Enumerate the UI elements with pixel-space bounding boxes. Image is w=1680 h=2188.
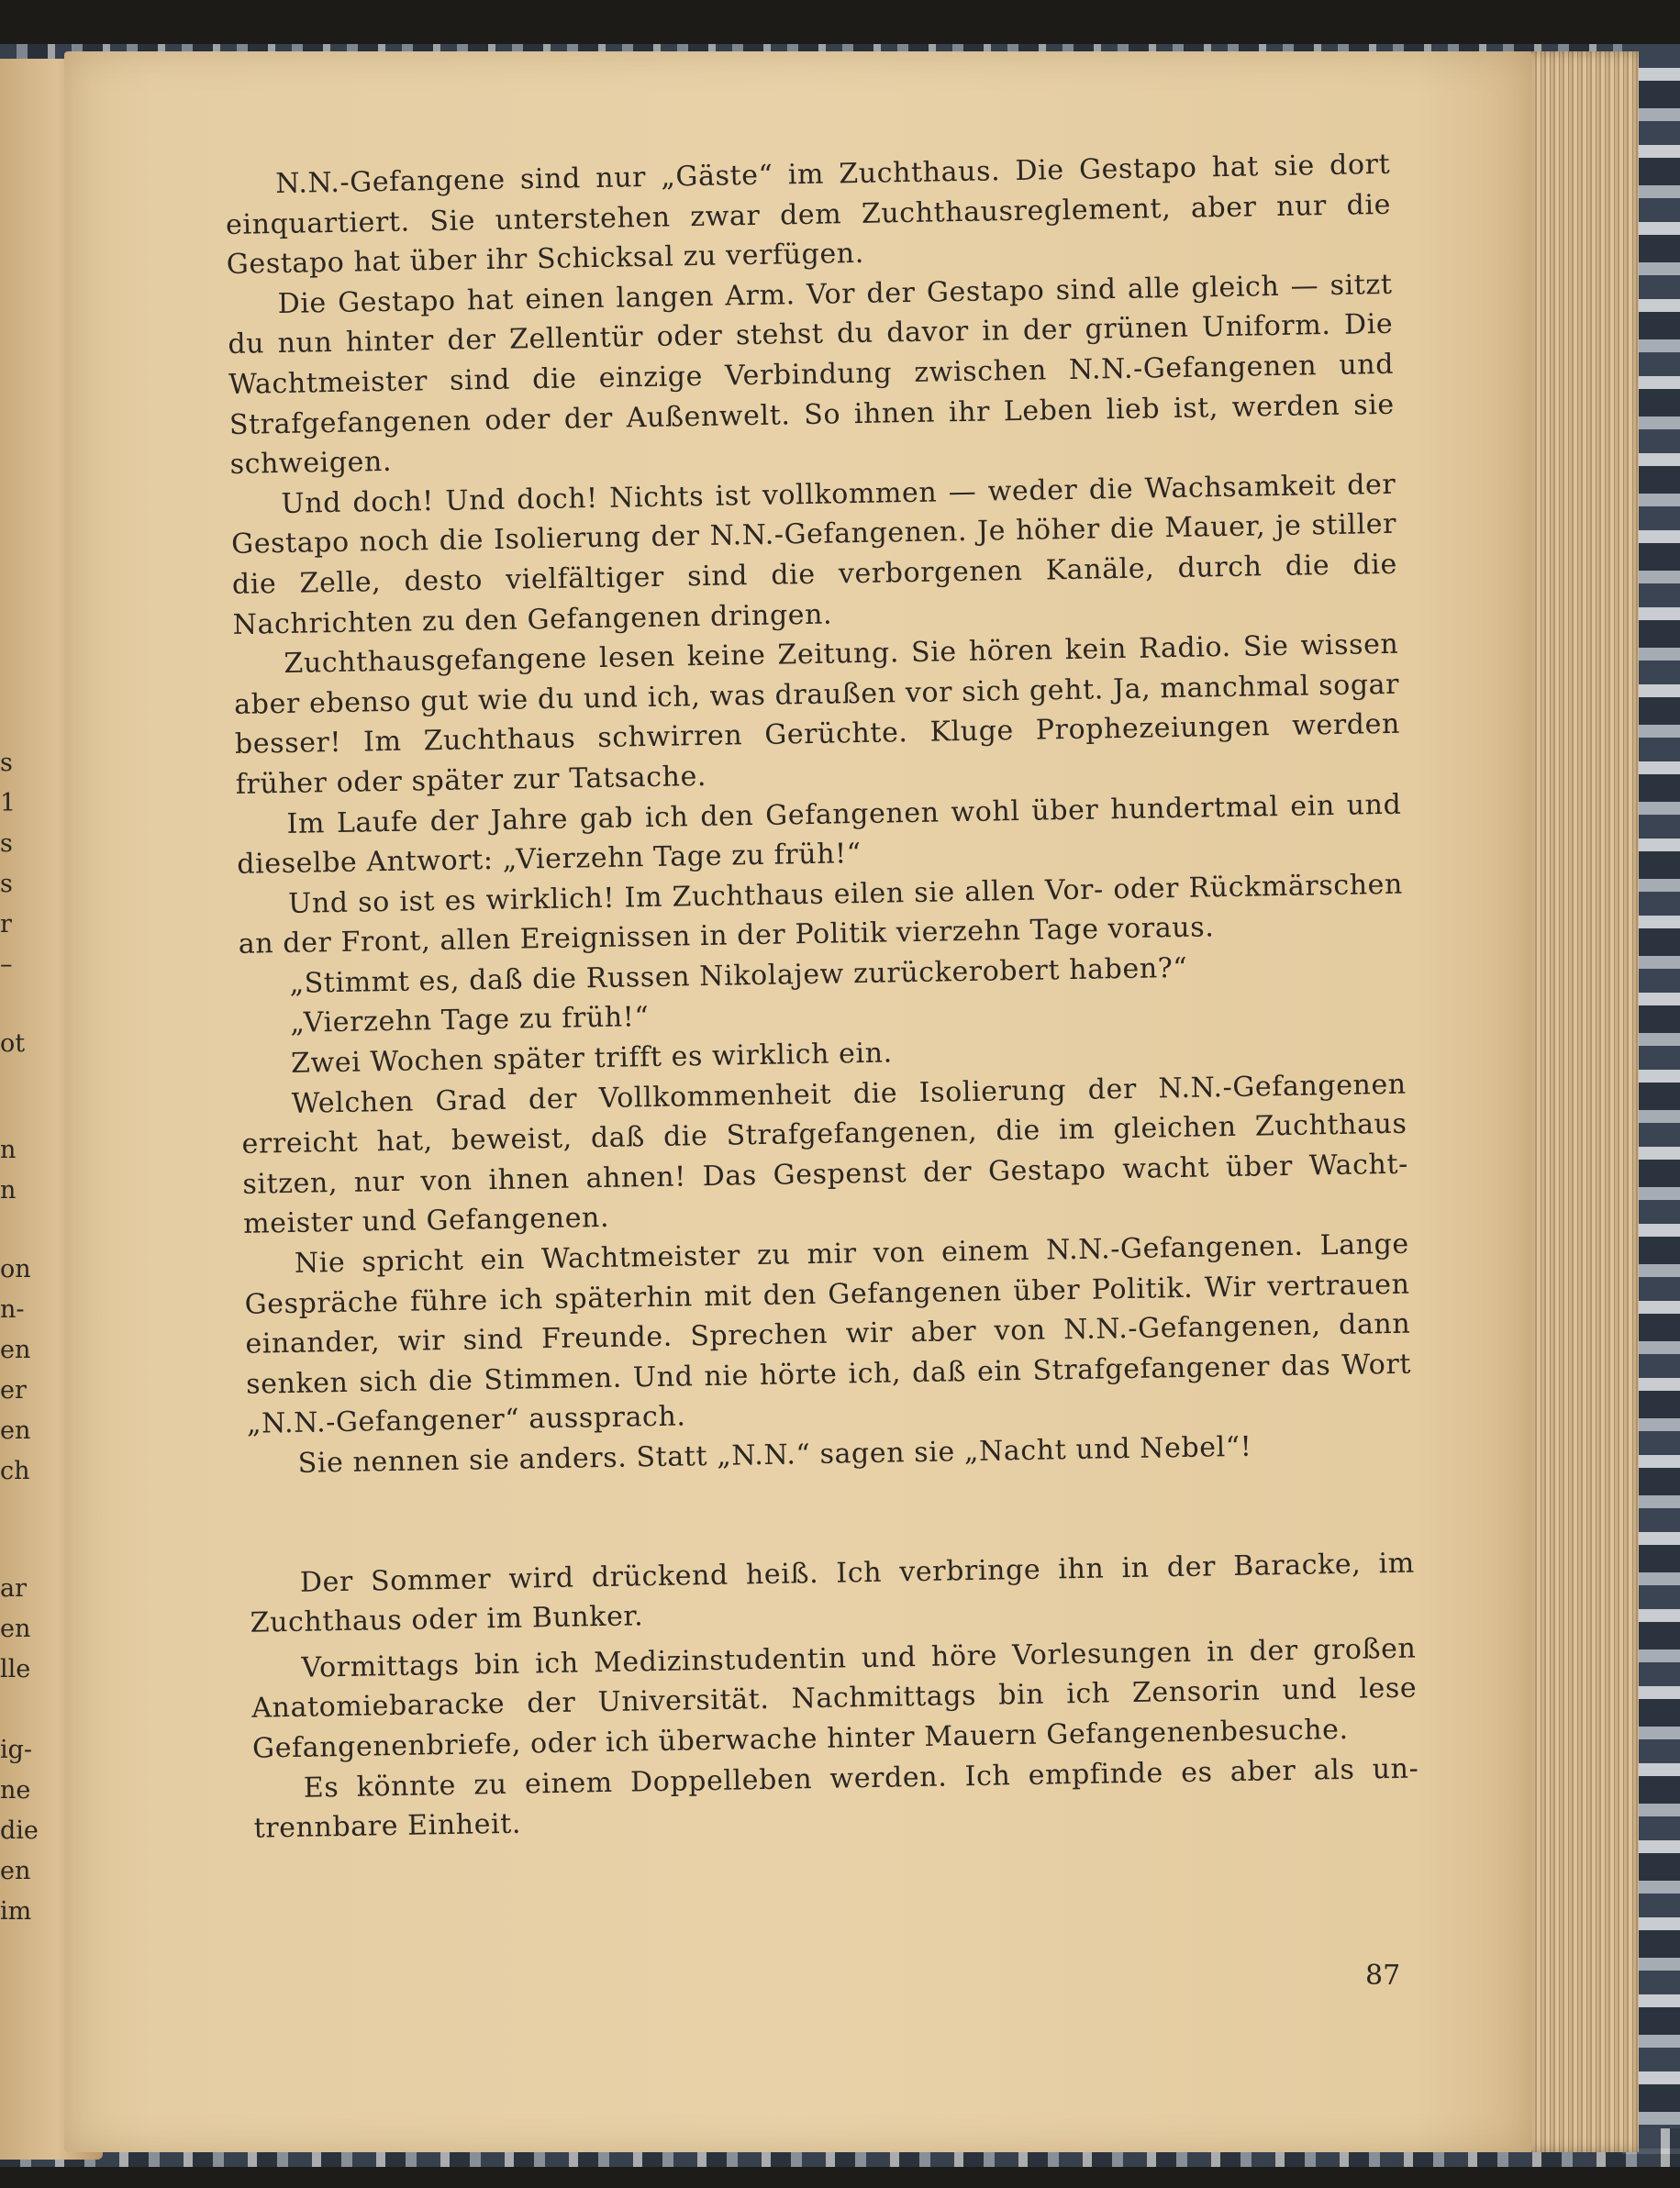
left-page-fragment: ar: [0, 1574, 28, 1603]
left-page-fragment: en: [0, 1615, 31, 1643]
left-page-fragment: lle: [0, 1655, 31, 1683]
paragraph: Es könnte zu einem Doppelleben werden. Ich empfinde es aber als untrennbare Einheit.: [253, 1752, 1419, 1845]
paragraph: Und so ist es wirklich! Im Zuchthaus eilen sie allen Vor- oder Rückmärschen an der Front, allen Ereignissen in der Politik vierzehn Tage voraus.: [238, 868, 1404, 961]
left-page-fragment: en: [0, 1336, 31, 1364]
left-page-fragment: s: [0, 749, 13, 777]
paragraph: Im Laufe der Jahre gab ich den Gefangenen wohl über hundertmal ein und dieselbe Antwort: „Vierzehn Tage zu früh!“: [237, 788, 1402, 881]
paragraph: Und doch! Und doch! Nichts ist vollkommen — weder die Wachsamkeit der Gestapo noch die Isolierung der N.N.-Gefangenen. Je höher die Mauer, je stiller die Zelle, desto vielfältiger sind die verborgenen Kanäle, durch die die Nachrichten zu den Gefangenen dringen.: [230, 468, 1398, 641]
paragraph: „Vierzehn Tage zu früh!“: [290, 1001, 650, 1040]
left-page-fragment: ig-: [0, 1736, 33, 1764]
left-page-fragment: er: [0, 1376, 27, 1405]
paragraph: Welchen Grad der Vollkommenheit die Isolierung der N.N.-Gefangenen erreicht hat, beweist, daß die Strafgefangenen, die im gleichen Zuchthaus sitzen, nur von ihnen ahnen! Das Gespenst der Gestapo wacht über Wachtmeister und Gefangenen.: [241, 1068, 1408, 1241]
left-page-fragment: n: [0, 1176, 17, 1205]
left-page-fragment: ne: [0, 1776, 31, 1805]
paragraph: Sie nennen sie anders. Statt „N.N.“ sagen sie „Nacht und Nebel“!: [297, 1430, 1252, 1480]
left-page-fragment: s: [0, 829, 13, 858]
left-page-fragment: ch: [0, 1457, 30, 1485]
paragraph: Die Gestapo hat einen langen Arm. Vor der Gestapo sind alle gleich — sitzt du nun hinter der Zellentür oder stehst du davor in der grünen Uniform. Die Wachtmeister sind die einzige Verbindung zwischen N.N.-Gefangenen und Strafgefangenen oder der Außenwelt. So ihnen ihr Leben lieb ist, werden sie schweigen.: [228, 268, 1396, 482]
paragraph: Der Sommer wird drückend heiß. Ich verbringe ihn in der Baracke, im Zuchthaus oder im Bunker.: [250, 1547, 1416, 1639]
left-page-fragment: –: [0, 950, 13, 979]
left-page-fragment: die: [0, 1816, 39, 1845]
left-page-fragment: n: [0, 1136, 17, 1164]
paragraph: Zwei Wochen später trifft es wirklich ein.: [290, 1037, 894, 1080]
left-page-fragment: im: [0, 1897, 32, 1926]
paragraph: Vormittags bin ich Medizinstudentin und höre Vorlesungen in der großen Anatomiebaracke der Universität. Nachmittags bin ich Zensorin und lese Gefangenenbriefe, oder ich überwache hinter Mauern Gefangenenbesuche.: [251, 1632, 1418, 1765]
page-body-text: [225, 145, 1419, 1849]
page-number: 87: [1365, 1960, 1401, 1992]
left-page-fragment: ot: [0, 1029, 26, 1058]
left-page-fragment: s: [0, 870, 13, 898]
left-page-fragment: en: [0, 1416, 31, 1445]
left-page-fragment: on: [0, 1255, 31, 1283]
paragraph: Nie spricht ein Wachtmeister zu mir von einem N.N.-Gefangenen. Lange Gespräche führe ich späterhin mit den Gefangenen über Politik. Wir vertrauen einander, wir sind Freunde. Sprechen wir aber von N.N.-Gefangenen, dann senken sich die Stimmen. Und nie hörte ich, daß ein Strafgefangener das Wort „N.N.-Gefangener“ aussprach.: [244, 1227, 1412, 1441]
left-page-fragment: 1: [0, 789, 17, 817]
paragraph: Zuchthausgefangene lesen keine Zeitung. Sie hören kein Radio. Sie wissen aber ebenso gut wie du und ich, was draußen vor sich geht. Ja, manchmal sogar besser! Im Zuchthaus schwirren Gerüchte. Kluge Prophezeiungen werden früher oder später zur Tatsache.: [233, 628, 1401, 801]
left-page-fragment: n-: [0, 1295, 25, 1324]
paragraph: N.N.-Gefangene sind nur „Gäste“ im Zuchthaus. Die Gestapo hat sie dort einquartiert. Sie unterstehen zwar dem Zuchthausreglement, aber nur die Gestapo hat über ihr Schicksal zu verfügen.: [225, 148, 1392, 282]
left-page-fragment: en: [0, 1857, 31, 1885]
left-page-fragment: r: [0, 910, 12, 939]
paragraph: „Stimmt es, daß die Russen Nikolajew zurückerobert haben?“: [289, 951, 1188, 1000]
